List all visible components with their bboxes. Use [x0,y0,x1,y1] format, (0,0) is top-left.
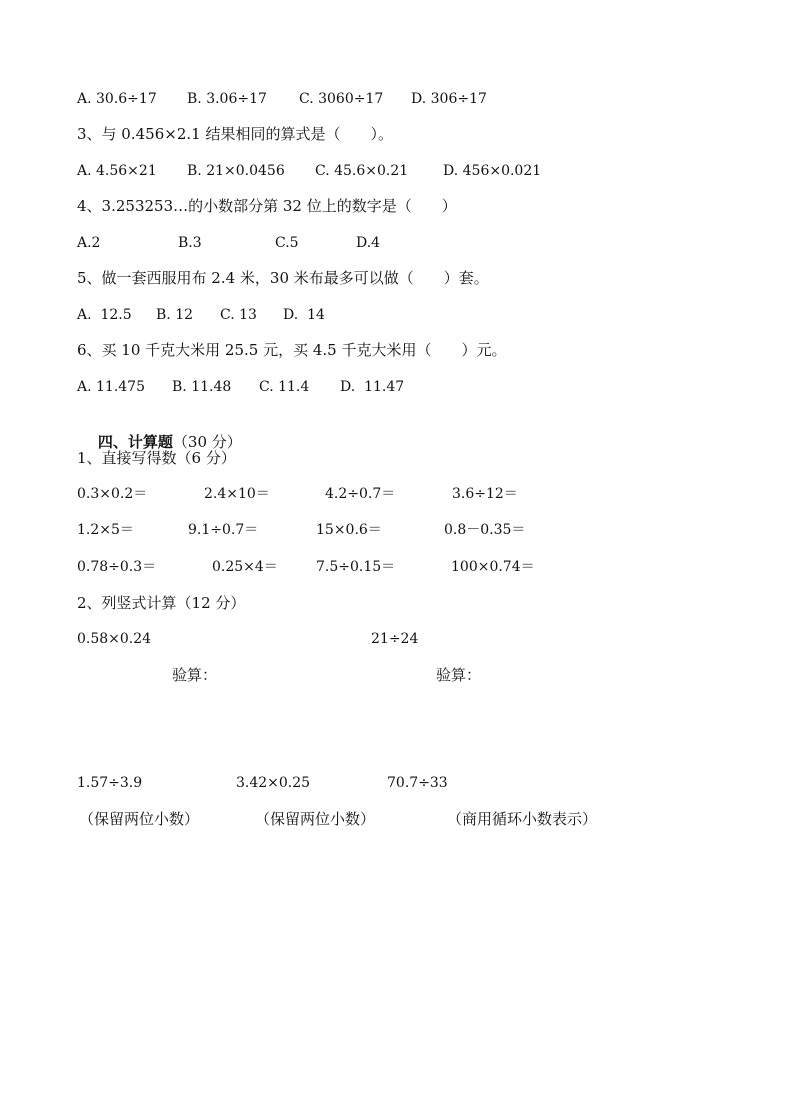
mental-math-item: 3.6÷12＝ [452,486,518,502]
mental-math-item: 15×0.6＝ [316,522,382,538]
vertical-calc-problem: 21÷24 [371,631,419,647]
option-a: A. 11.475 [77,379,145,395]
vertical-calc-problem: 3.42×0.25 [236,775,311,791]
option-d: D. 456×0.021 [443,163,542,179]
check-label: 验算： [436,666,482,684]
section-title: 四、计算题 [97,433,173,451]
option-d: D. 11.47 [340,379,405,395]
question-5-stem: 5、做一套西服用布 2.4 米，30 米布最多可以做（ ）套。 [77,269,489,287]
vertical-calc-problem: 1.57÷3.9 [77,775,143,791]
mental-math-item: 0.78÷0.3＝ [77,559,157,575]
mental-math-item: 9.1÷0.7＝ [188,522,259,538]
option-b: B. 12 [156,307,194,323]
part-2-title: 2、列竖式计算（12 分） [77,594,246,612]
option-d: D. 306÷17 [411,91,487,107]
mental-math-item: 4.2÷0.7＝ [325,486,396,502]
option-c: C. 3060÷17 [299,91,384,107]
section-score: （30 分） [172,433,242,451]
rounding-note: （保留两位小数） [79,810,200,828]
rounding-note: （保留两位小数） [255,810,376,828]
vertical-calc-problem: 70.7÷33 [387,775,448,791]
mental-math-item: 1.2×5＝ [77,522,134,538]
option-a: A.2 [77,235,101,251]
option-a: A. 4.56×21 [77,163,157,179]
option-c: C. 45.6×0.21 [315,163,409,179]
question-3-stem: 3、与 0.456×2.1 结果相同的算式是（ ）。 [77,125,393,143]
vertical-calc-problem: 0.58×0.24 [77,631,152,647]
mental-math-item: 0.25×4＝ [212,559,278,575]
option-b: B. 11.48 [172,379,232,395]
option-a: A. 12.5 [77,307,132,323]
question-4-stem: 4、3.253253…的小数部分第 32 位上的数字是（ ） [77,197,457,215]
option-d: D.4 [356,235,381,251]
mental-math-item: 2.4×10＝ [204,486,270,502]
rounding-note: （商用循环小数表示） [447,810,598,828]
question-6-stem: 6、买 10 千克大米用 25.5 元，买 4.5 千克大米用（ ）元。 [77,341,507,359]
mental-math-item: 0.3×0.2＝ [77,486,148,502]
mental-math-item: 7.5÷0.15＝ [316,559,396,575]
mental-math-item: 100×0.74＝ [451,559,535,575]
option-c: C. 13 [220,307,257,323]
option-b: B. 21×0.0456 [187,163,285,179]
option-b: B.3 [178,235,202,251]
part-1-title: 1、直接写得数（6 分） [77,449,236,467]
option-b: B. 3.06÷17 [187,91,267,107]
option-a: A. 30.6÷17 [77,91,157,107]
check-label: 验算： [172,666,218,684]
option-c: C. 11.4 [259,379,310,395]
mental-math-item: 0.8－0.35＝ [444,522,526,538]
option-d: D. 14 [283,307,325,323]
option-c: C.5 [275,235,299,251]
